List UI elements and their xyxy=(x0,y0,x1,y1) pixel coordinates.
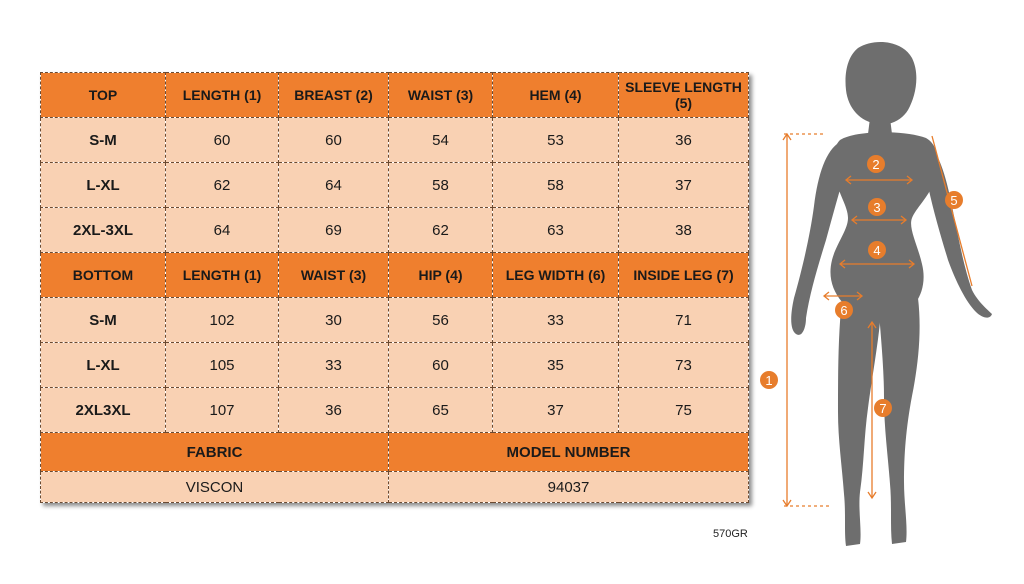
size-label: 2XL3XL xyxy=(41,388,166,433)
fabric-model-header-row xyxy=(41,433,749,472)
column-header: LEG WIDTH (6) xyxy=(493,253,619,298)
size-label: S-M xyxy=(41,298,166,343)
fabric-label: FABRIC xyxy=(41,433,389,472)
size-label: L-XL xyxy=(41,163,166,208)
table-row xyxy=(41,118,749,163)
table-cell: 33 xyxy=(279,343,389,388)
table-cell: 102 xyxy=(166,298,279,343)
column-header: INSIDE LEG (7) xyxy=(619,253,749,298)
table-cell: 33 xyxy=(493,298,619,343)
table-cell: 107 xyxy=(166,388,279,433)
table-cell: 65 xyxy=(389,388,493,433)
size-label: S-M xyxy=(41,118,166,163)
column-header: WAIST (3) xyxy=(389,73,493,118)
marker-7-icon xyxy=(874,399,892,417)
table-cell: 71 xyxy=(619,298,749,343)
size-label: L-XL xyxy=(41,343,166,388)
table-cell: 36 xyxy=(619,118,749,163)
table-cell: 60 xyxy=(279,118,389,163)
table-cell: 58 xyxy=(389,163,493,208)
table-cell: 54 xyxy=(389,118,493,163)
table-cell: 64 xyxy=(279,163,389,208)
table-cell: 38 xyxy=(619,208,749,253)
product-code: 570GR xyxy=(713,528,748,540)
marker-label: 2 xyxy=(872,157,880,172)
table-cell: 60 xyxy=(166,118,279,163)
table-cell: 75 xyxy=(619,388,749,433)
table-cell: 36 xyxy=(279,388,389,433)
table-cell: 30 xyxy=(279,298,389,343)
table-cell: 63 xyxy=(493,208,619,253)
top-section-label: TOP xyxy=(41,73,166,118)
model-number-label: MODEL NUMBER xyxy=(389,433,749,472)
marker-1-icon xyxy=(760,371,778,389)
marker-6-icon xyxy=(835,301,853,319)
table-cell: 62 xyxy=(389,208,493,253)
table-cell: 69 xyxy=(279,208,389,253)
table-cell: 60 xyxy=(389,343,493,388)
female-silhouette-icon xyxy=(791,42,992,546)
marker-label: 4 xyxy=(873,243,881,258)
table-cell: 58 xyxy=(493,163,619,208)
column-header: BREAST (2) xyxy=(279,73,389,118)
marker-5-icon xyxy=(945,191,963,209)
top-header-row xyxy=(41,73,749,118)
table-row xyxy=(41,298,749,343)
column-header: LENGTH (1) xyxy=(166,253,279,298)
size-chart-table xyxy=(40,72,749,503)
column-header: HIP (4) xyxy=(389,253,493,298)
table-cell: 37 xyxy=(493,388,619,433)
column-header: SLEEVE LENGTH (5) xyxy=(619,73,749,118)
marker-label: 5 xyxy=(950,193,958,208)
table-cell: 56 xyxy=(389,298,493,343)
fabric-value: VISCON xyxy=(41,472,389,503)
table-cell: 53 xyxy=(493,118,619,163)
table-cell: 62 xyxy=(166,163,279,208)
body-measurement-figure xyxy=(756,36,1024,556)
marker-2-icon xyxy=(867,155,885,173)
column-header: LENGTH (1) xyxy=(166,73,279,118)
bottom-header-row xyxy=(41,253,749,298)
table-cell: 105 xyxy=(166,343,279,388)
table-row xyxy=(41,343,749,388)
model-number-value: 94037 xyxy=(389,472,749,503)
table-cell: 64 xyxy=(166,208,279,253)
fabric-model-value-row xyxy=(41,472,749,503)
column-header: WAIST (3) xyxy=(279,253,389,298)
table-row xyxy=(41,208,749,253)
marker-label: 1 xyxy=(765,373,773,388)
column-header: HEM (4) xyxy=(493,73,619,118)
bottom-section-label: BOTTOM xyxy=(41,253,166,298)
marker-4-icon xyxy=(868,241,886,259)
marker-label: 6 xyxy=(840,303,848,318)
marker-label: 7 xyxy=(879,401,887,416)
marker-label: 3 xyxy=(873,200,881,215)
table-cell: 73 xyxy=(619,343,749,388)
size-label: 2XL-3XL xyxy=(41,208,166,253)
table-row xyxy=(41,163,749,208)
table-cell: 37 xyxy=(619,163,749,208)
table-cell: 35 xyxy=(493,343,619,388)
marker-3-icon xyxy=(868,198,886,216)
table-row xyxy=(41,388,749,433)
